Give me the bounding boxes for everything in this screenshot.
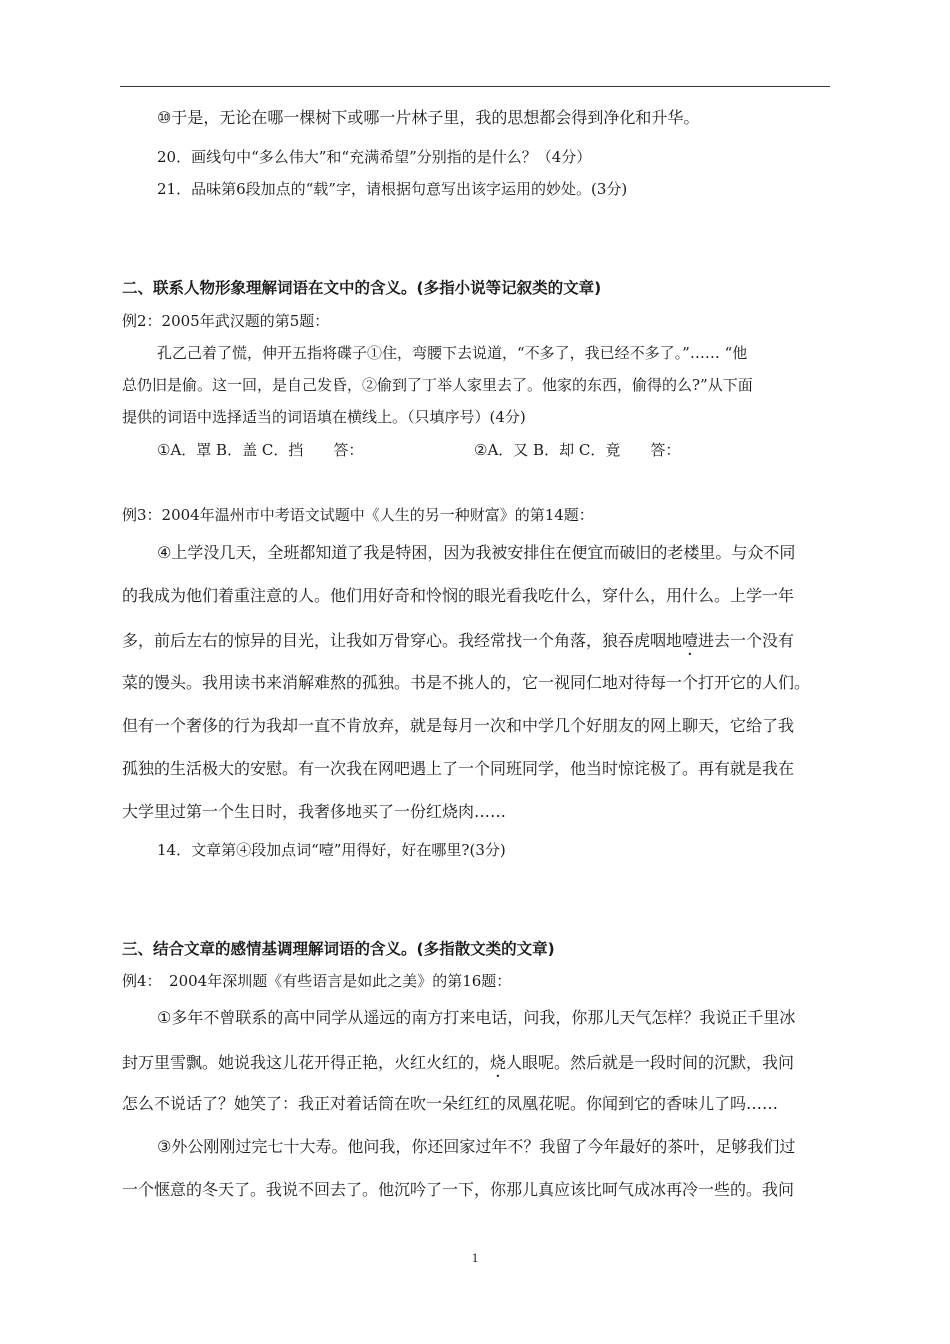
text-span: 多，前后左右的惊异的目光，让我如万骨穿心。我经常找一个角落，狼吞虎咽地 (122, 631, 683, 650)
text-span: 进去一个没有 (698, 631, 795, 650)
dotted-word: 烧 (490, 1053, 507, 1072)
paragraph-line: ④上学没几天，全班都知道了我是特困，因为我被安排住在便宜而破旧的老楼里。与众不同 (157, 543, 796, 562)
question-14: 14．文章第④段加点词“噎”用得好，好在哪里?(3分) (157, 841, 506, 859)
question-21: 21．品味第6段加点的“载”字，请根据句意写出该字运用的妙处。(3分) (157, 180, 628, 198)
paragraph-line: 孔乙己着了慌，伸开五指将碟子①住，弯腰下去说道，“不多了，我已经不多了。”…… “他 (157, 344, 748, 362)
paragraph-line: 大学里过第一个生日时，我奢侈地买了一份红烧肉…… (122, 802, 507, 821)
paragraph-line (122, 631, 794, 659)
section-heading-3: 三、结合文章的感情基调理解词语的含义。(多指散文类的文章) (122, 940, 555, 958)
text-span: 人眼呢。然后就是一段时间的沉默，我问 (506, 1053, 795, 1072)
paragraph-line: 但有一个奢侈的行为我却一直不肯放弃，就是每月一次和中学几个好朋友的网上聊天，它给了我 (122, 716, 795, 735)
text-span: 封万里雪飘。她说我这儿花开得正艳，火红火红的， (122, 1053, 491, 1072)
choice-group-1: ①A．罩 B．盖 C．挡 答： (157, 441, 364, 459)
example-3-title: 例3：2004年温州市中考语文试题中《人生的另一种财富》的第14题： (122, 506, 594, 524)
paragraph-line: 总仍旧是偷。这一回，是自己发昏，②偷到了丁举人家里去了。他家的东西，偷得的么?”从下面 (122, 376, 753, 394)
paragraph-line: ①多年不曾联系的高中同学从遥远的南方打来电话，问我，你那儿天气怎样？我说正千里冰 (157, 1008, 796, 1027)
paragraph-line: 提供的词语中选择适当的词语填在横线上。（只填序号）(4分) (122, 408, 526, 426)
paragraph-line: ⑩于是，无论在哪一棵树下或哪一片林子里，我的思想都会得到净化和升华。 (157, 108, 700, 127)
paragraph-line: 菜的馒头。我用读书来消解难熬的孤独。书是不挑人的，它一视同仁地对待每一个打开它的人们。 (122, 673, 811, 692)
choice-group-2: ②A．又 B．却 C．竟 答： (474, 441, 681, 459)
question-20: 20．画线句中“多么伟大”和“充满希望”分别指的是什么？（4分） (157, 148, 592, 166)
paragraph-line: 的我成为他们着重注意的人。他们用好奇和怜悯的眼光看我吃什么，穿什么，用什么。上学一年 (122, 586, 795, 605)
example-4-title: 例4： 2004年深圳题《有些语言是如此之美》的第16题： (122, 972, 512, 990)
paragraph-line: ③外公刚刚过完七十大寿。他问我，你还回家过年不？我留了今年最好的茶叶，足够我们过 (157, 1137, 796, 1156)
paragraph-line: 怎么不说话了？她笑了：我正对着话筒在吹一朵红红的凤凰花呢。你闻到它的香味儿了吗…… (122, 1094, 779, 1113)
paragraph-line: 一个惬意的冬天了。我说不回去了。他沉吟了一下，你那儿真应该比呵气成冰再冷一些的。我问 (122, 1180, 795, 1199)
page-number: 1 (471, 1250, 479, 1265)
example-2-title: 例2：2005年武汉题的第5题： (122, 312, 330, 330)
section-heading-2: 二、联系人物形象理解词语在文中的含义。(多指小说等记叙类的文章) (122, 279, 602, 297)
header-rule (120, 86, 830, 87)
paragraph-line (122, 1053, 794, 1081)
dotted-word: 噎 (682, 631, 699, 650)
paragraph-line: 孤独的生活极大的安慰。有一次我在网吧遇上了一个同班同学，他当时惊诧极了。再有就是我在 (122, 759, 795, 778)
